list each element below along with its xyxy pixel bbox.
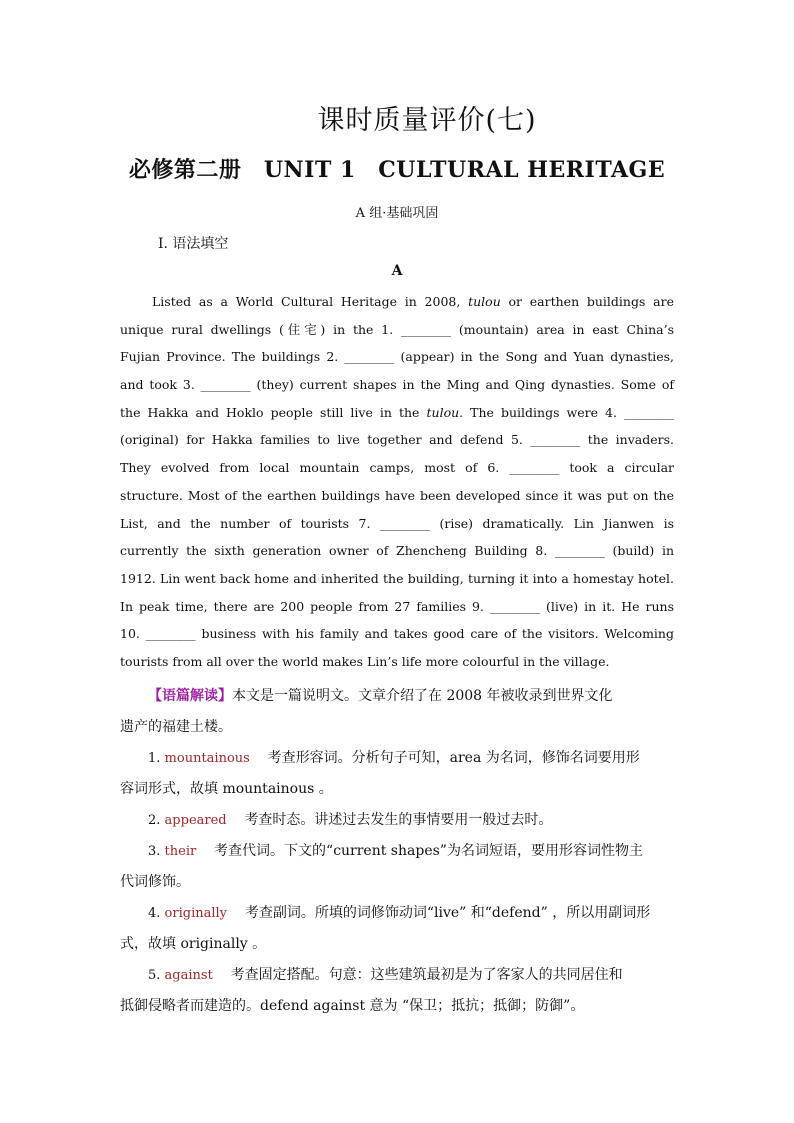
answer-explanation: 考查固定搭配。句意：这些建筑最初是为了客家人的共同居住和 bbox=[230, 967, 623, 983]
analysis-block bbox=[120, 681, 674, 1022]
passage-line bbox=[120, 620, 674, 648]
passage-text-run: and took 3. ________ (they) current shapes in the Ming and Qing dynasties. Some of bbox=[120, 377, 674, 393]
passage-text-run: the Hakka and Hoklo people still live in the bbox=[120, 404, 427, 420]
passage-text-run: currently the sixth generation owner of Zhencheng Building 8. ________ (build) in bbox=[120, 543, 674, 559]
italic-term: tulou bbox=[426, 404, 460, 420]
passage-text-run: 10. ________ business with his family and takes good care of the visitors. Welcoming bbox=[120, 626, 674, 642]
answer-explanation: 考查代词。下文的“current shapes”为名词短语，要用形容词性物主 bbox=[214, 843, 643, 859]
answer-explanation-cont: 式，故填 originally 。 bbox=[120, 936, 267, 952]
passage-text-run: . The buildings were 4. ________ bbox=[459, 404, 674, 420]
answer-word: originally bbox=[164, 906, 228, 921]
answer-number: 5. bbox=[148, 968, 165, 983]
answer-explanation: 考查副词。所填的词修饰动词“live” 和“defend” ，所以用副词形 bbox=[244, 905, 651, 921]
answer-word: mountainous bbox=[164, 751, 250, 766]
answer-explanation-cont: 代词修饰。 bbox=[120, 874, 190, 890]
passage-text-run: Listed as a World Cultural Heritage in 2008, bbox=[152, 294, 469, 309]
passage-line bbox=[120, 454, 674, 482]
passage-line bbox=[120, 482, 674, 510]
answer-number: 4. bbox=[148, 906, 165, 921]
passage-text-run: or earthen buildings are bbox=[500, 294, 674, 309]
passage-text-run: structure. Most of the earthen buildings have been developed since it was put on the bbox=[120, 487, 674, 503]
unit-subtitle: 必修第二册 UNIT 1 CULTURAL HERITAGE bbox=[128, 157, 666, 183]
answer-item bbox=[120, 898, 674, 929]
spacer bbox=[227, 905, 245, 921]
answer-explanation: 考查形容词。分析句子可知，area 为名词，修饰名词要用形 bbox=[267, 750, 640, 766]
passage-line bbox=[120, 316, 674, 344]
answer-word: appeared bbox=[164, 813, 227, 828]
answer-item bbox=[120, 836, 674, 867]
analysis-intro-line1: 本文是一篇说明文。文章介绍了在 2008 年被收录到世界文化 bbox=[232, 688, 613, 704]
analysis-intro bbox=[120, 681, 674, 712]
passage-text-run: They evolved from local mountain camps, most of 6. ________ took a circular bbox=[120, 460, 674, 476]
passage-text bbox=[120, 288, 674, 676]
passage-line bbox=[120, 510, 674, 538]
group-label: A 组·基础巩固 bbox=[355, 206, 439, 221]
answer-word: against bbox=[164, 968, 213, 983]
passage-text-run: List, and the number of tourists 7. ________ (rise) dramatically. Lin Jianwen is bbox=[120, 515, 674, 531]
answer-number: 2. bbox=[148, 813, 165, 828]
answer-list bbox=[120, 743, 674, 1022]
answer-explanation-cont: 抵御侵略者而建造的。defend against 意为 “保卫；抵抗；抵御；防御”。 bbox=[120, 998, 585, 1014]
passage-text-run: tourists from all over the world makes Lin’s life more colourful in the village. bbox=[120, 653, 610, 669]
spacer bbox=[250, 750, 268, 766]
passage-line bbox=[120, 399, 674, 427]
passage-line bbox=[120, 537, 674, 565]
passage-text-run: unique rural dwellings (住宅) in the 1. ________ (mountain) area in east China’s bbox=[120, 321, 674, 337]
answer-item bbox=[120, 743, 674, 774]
answer-item bbox=[120, 960, 674, 991]
answer-item bbox=[120, 805, 674, 836]
passage-line bbox=[120, 371, 674, 399]
analysis-tag: 【语篇解读】 bbox=[148, 688, 232, 704]
passage-text-run: In peak time, there are 200 people from 27 families 9. ________ (live) in it. He runs bbox=[120, 598, 674, 614]
answer-number: 1. bbox=[148, 751, 165, 766]
spacer bbox=[227, 812, 245, 828]
passage-text-run: Fujian Province. The buildings 2. ________ (appear) in the Song and Yuan dynasties, bbox=[120, 349, 674, 365]
passage-line bbox=[120, 288, 674, 316]
passage-text-run: 1912. Lin went back home and inherited the building, turning it into a homestay hotel. bbox=[120, 570, 674, 586]
answer-word: their bbox=[164, 844, 197, 859]
page-title: 课时质量评价(七) bbox=[317, 105, 537, 136]
passage-line bbox=[120, 343, 674, 371]
passage-line bbox=[120, 593, 674, 621]
answer-explanation: 考查时态。讲述过去发生的事情要用一般过去时。 bbox=[244, 812, 553, 828]
answer-number: 3. bbox=[148, 844, 165, 859]
spacer bbox=[213, 967, 231, 983]
passage-line bbox=[120, 648, 674, 676]
passage-line bbox=[120, 426, 674, 454]
analysis-intro-line2: 遗产的福建土楼。 bbox=[120, 719, 232, 735]
section-heading: Ⅰ. 语法填空 bbox=[158, 236, 229, 252]
italic-term: tulou bbox=[468, 294, 501, 309]
passage-text-run: (original) for Hakka families to live together and defend 5. ________ the invaders. bbox=[120, 432, 674, 448]
passage-line bbox=[120, 565, 674, 593]
passage-letter: A bbox=[391, 263, 403, 279]
spacer bbox=[196, 843, 214, 859]
answer-explanation-cont: 容词形式，故填 mountainous 。 bbox=[120, 781, 333, 797]
